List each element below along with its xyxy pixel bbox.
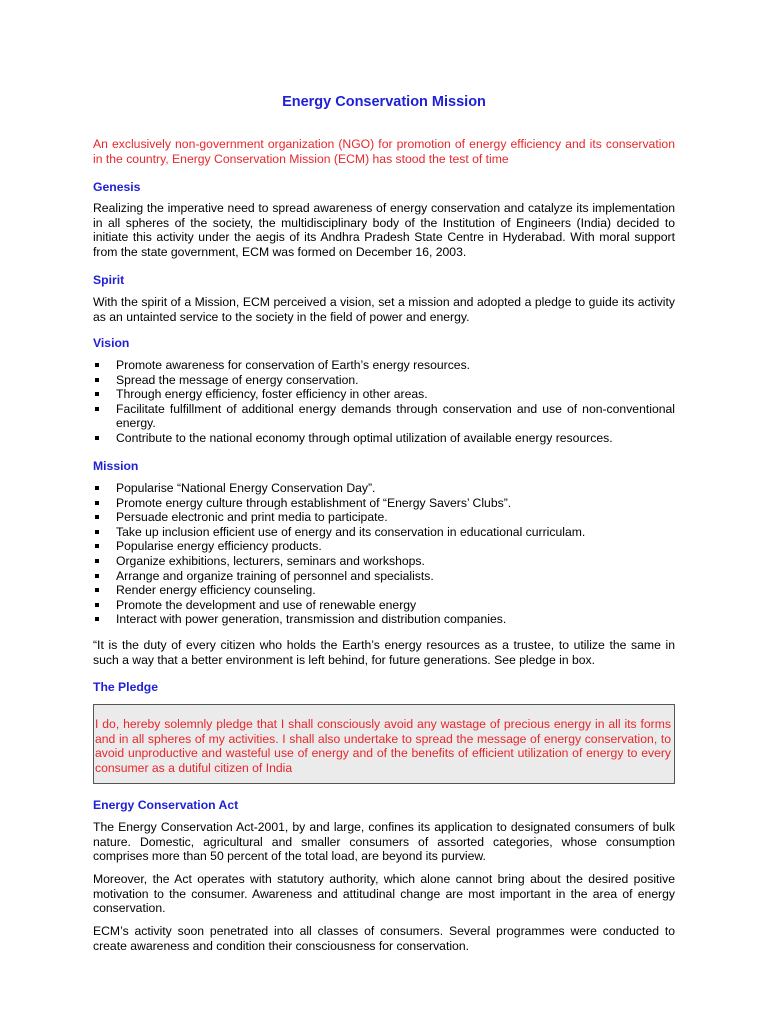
genesis-heading: Genesis bbox=[93, 180, 141, 194]
act-paragraph-2: Moreover, the Act operates with statutory authority, which alone cannot bring about the desired positive motivation to the consumer. Awareness and attitudinal change are most important in the area of energy conservation. bbox=[93, 872, 675, 916]
list-item: Promote awareness for conservation of Earth’s energy resources. bbox=[93, 358, 675, 373]
pledge-text: I do, hereby solemnly pledge that I shall consciously avoid any wastage of precious energy in all its forms and in all spheres of my activities. I shall also undertake to spread the message of energy conservation, to avoid unproductive and wasteful use of energy and of the benefits of efficient utilization of energy to every consumer as a dutiful citizen of India bbox=[95, 717, 671, 775]
list-item: Through energy efficiency, foster efficiency in other areas. bbox=[93, 387, 675, 402]
act-paragraph-1: The Energy Conservation Act-2001, by and large, confines its application to designated consumers of bulk nature. Domestic, agricultural and smaller consumers of assorted categories, whose consumption comprises more than 50 percent of the total load, are beyond its purview. bbox=[93, 820, 675, 864]
list-item: Arrange and organize training of personnel and specialists. bbox=[93, 569, 675, 584]
spirit-heading: Spirit bbox=[93, 273, 125, 287]
list-item: Contribute to the national economy through optimal utilization of available energy resources. bbox=[93, 431, 675, 446]
act-paragraph-3: ECM’s activity soon penetrated into all classes of consumers. Several programmes were conducted to create awareness and condition their consciousness for conservation. bbox=[93, 924, 675, 953]
vision-heading: Vision bbox=[93, 336, 130, 350]
page-title: Energy Conservation Mission bbox=[282, 94, 486, 110]
list-item: Promote energy culture through establishment of “Energy Savers’ Clubs”. bbox=[93, 496, 675, 511]
list-item: Take up inclusion efficient use of energy and its conservation in educational curriculam. bbox=[93, 525, 675, 540]
intro-text: An exclusively non-government organization (NGO) for promotion of energy efficiency and its conservation in the country, Energy Conservation Mission (ECM) has stood the test of time bbox=[93, 137, 675, 166]
trustee-quote: “It is the duty of every citizen who holds the Earth’s energy resources as a trustee, to utilize the same in such a way that a better environment is left behind, for future generations. See pledge in box. bbox=[93, 638, 675, 667]
list-item: Persuade electronic and print media to participate. bbox=[93, 510, 675, 525]
list-item: Popularise energy efficiency products. bbox=[93, 539, 675, 554]
list-item: Spread the message of energy conservation. bbox=[93, 373, 675, 388]
list-item: Render energy efficiency counseling. bbox=[93, 583, 675, 598]
list-item: Organize exhibitions, lecturers, seminars and workshops. bbox=[93, 554, 675, 569]
list-item: Interact with power generation, transmission and distribution companies. bbox=[93, 612, 675, 627]
spirit-text: With the spirit of a Mission, ECM perceived a vision, set a mission and adopted a pledge to guide its activity as an untainted service to the society in the field of power and energy. bbox=[93, 295, 675, 324]
list-item: Facilitate fulfillment of additional energy demands through conservation and use of non-conventional energy. bbox=[93, 402, 675, 431]
list-item: Popularise “National Energy Conservation Day”. bbox=[93, 481, 675, 496]
vision-list bbox=[93, 358, 675, 446]
mission-heading: Mission bbox=[93, 459, 139, 473]
act-heading: Energy Conservation Act bbox=[93, 798, 239, 812]
pledge-box bbox=[93, 704, 675, 784]
list-item: Promote the development and use of renewable energy bbox=[93, 598, 675, 613]
pledge-heading: The Pledge bbox=[93, 680, 159, 694]
mission-list bbox=[93, 481, 675, 627]
genesis-text: Realizing the imperative need to spread awareness of energy conservation and catalyze its implementation in all spheres of the society, the multidisciplinary body of the Institution of Engineers (India) decided to initiate this activity under the aegis of its Andhra Pradesh State Centre in Hyderabad. With moral support from the state government, ECM was formed on December 16, 2003. bbox=[93, 201, 675, 259]
